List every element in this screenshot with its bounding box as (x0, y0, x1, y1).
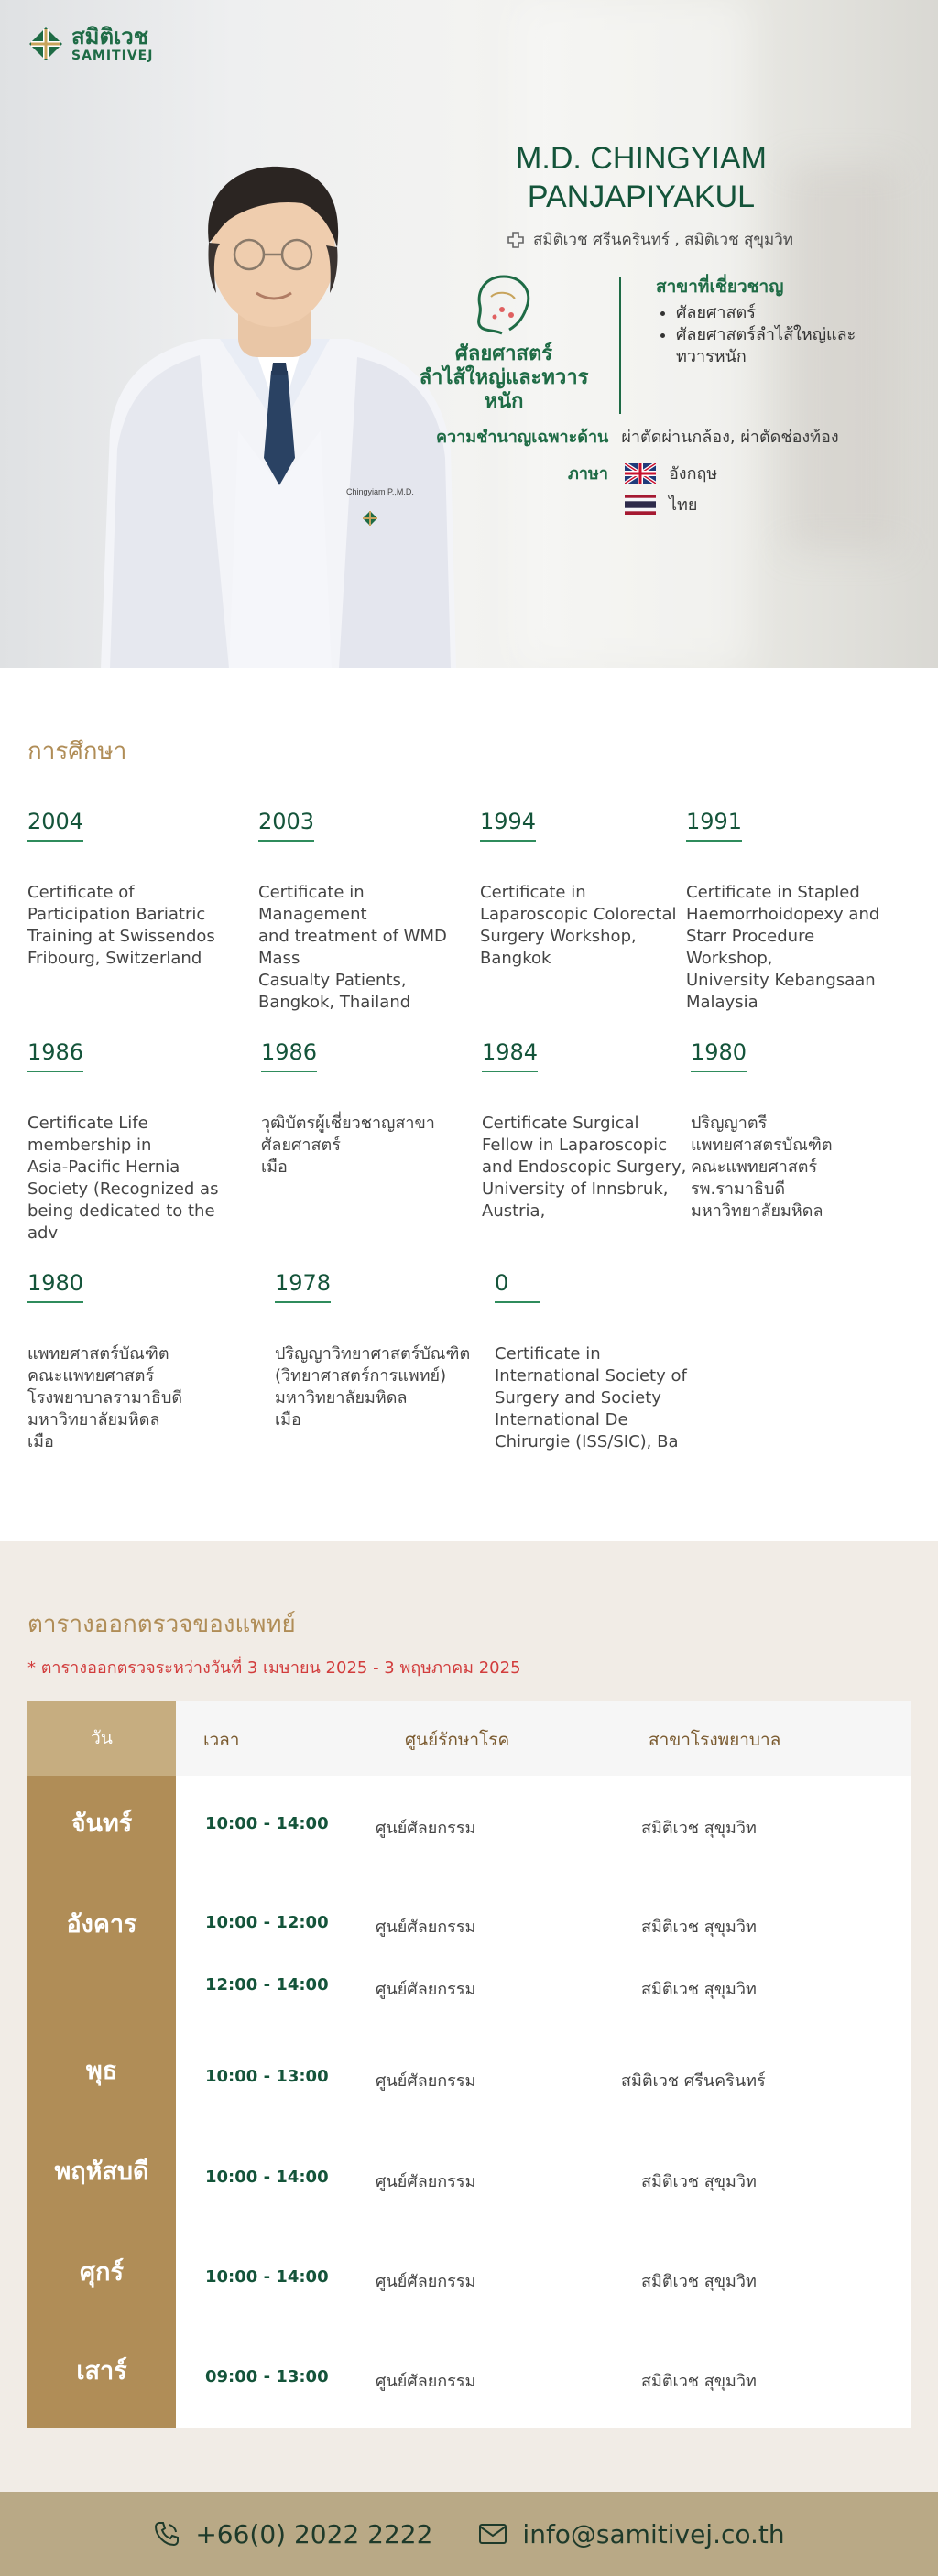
education-desc: Certificate in Laparoscopic Colorectal Surgery Workshop, Bangkok (480, 883, 677, 968)
schedule-row (176, 2267, 911, 2304)
subspecialty-text: ทวารหนัก (676, 347, 747, 366)
education-desc: แพทยศาสตร์บัณฑิต คณะแพทยศาสตร์ โรงพยาบาลรามาธิบดี มหาวิทยาลัยมหิดล เมือ (27, 1344, 183, 1451)
schedule-rows (54, 1776, 911, 2428)
education-year: 1986 (27, 1039, 83, 1072)
education-year: 0 (495, 1270, 540, 1303)
day-label: จันทร์ (71, 1810, 133, 1838)
schedule-row (176, 1913, 911, 1950)
coat-name-embroidery: Chingyiam P.,M.D. (346, 487, 414, 496)
row-branch: สมิติเวช สุขุมวิท (641, 2172, 757, 2191)
logo-english-text: SAMITIVEJ (71, 49, 154, 63)
phone-number: +66(0) 2022 2222 (195, 2518, 433, 2549)
expertise-row (436, 423, 839, 450)
language-name: ไทย (669, 495, 698, 515)
hospital-list (495, 227, 806, 252)
doctor-name-line1: M.D. CHINGYIAM (516, 141, 767, 176)
row-center: ศูนย์ศัลยกรรม (376, 2071, 476, 2091)
education-year: 2004 (27, 809, 83, 842)
education-item (495, 1270, 714, 1453)
education-item (258, 809, 478, 1014)
doctor-name (440, 139, 843, 216)
row-time: 09:00 - 13:00 (205, 2367, 329, 2386)
row-branch: สมิติเวช สุขุมวิท (641, 1918, 757, 1937)
expertise-label: ความชำนาญเฉพาะด้าน (436, 428, 609, 447)
row-time: 12:00 - 14:00 (205, 1975, 329, 1994)
day-label: พฤหัสบดี (54, 2158, 149, 2186)
schedule-title: ตารางออกตรวจของแพทย์ (27, 1611, 296, 1638)
header-time: เวลา (203, 1730, 240, 1750)
thai-flag-icon (625, 495, 656, 515)
subspecialty-text: ศัลยศาสตร์ลำไส้ใหญ่และ (676, 325, 856, 344)
education-desc: ปริญญาตรี แพทยศาสตรบัณฑิต คณะแพทยศาสตร์ รพ.รามาธิบดี มหาวิทยาลัยมหิดล (691, 1114, 833, 1221)
doctor-name-line2: PANJAPIYAKUL (527, 179, 756, 214)
row-time: 10:00 - 14:00 (205, 2267, 329, 2287)
specialty-block (403, 273, 879, 419)
education-year: 2003 (258, 809, 314, 842)
schedule-row (176, 2168, 911, 2204)
schedule-row (176, 1814, 911, 1851)
row-center: ศูนย์ศัลยกรรม (376, 2272, 476, 2291)
row-center: ศูนย์ศัลยกรรม (376, 1918, 476, 1937)
education-year: 1986 (261, 1039, 317, 1072)
header-branch: สาขาโรงพยาบาล (649, 1730, 781, 1750)
schedule-row (176, 1975, 911, 2012)
education-year: 1980 (27, 1270, 83, 1303)
row-time: 10:00 - 12:00 (205, 1913, 329, 1932)
row-branch: สมิติเวช ศรีนครินทร์ (621, 2071, 766, 2091)
education-item (27, 1039, 247, 1245)
day-label: พุธ (85, 2057, 118, 2085)
education-item (27, 1270, 247, 1453)
row-time: 10:00 - 14:00 (205, 1814, 329, 1833)
header-day: วัน (27, 1701, 176, 1776)
education-year: 1980 (691, 1039, 747, 1072)
specialty-line: หนัก (484, 390, 524, 413)
specialty-line: ศัลยศาสตร์ (454, 342, 553, 365)
language-english (625, 460, 808, 486)
schedule-table (27, 1701, 911, 2428)
schedule-day-column (27, 1776, 176, 2428)
phone-link[interactable] (153, 2519, 432, 2549)
doctor-hero (0, 0, 938, 668)
row-center: ศูนย์ศัลยกรรม (376, 2172, 476, 2191)
education-desc: Certificate in Management and treatment of WMD Mass Casualty Patients, Bangkok, Thailand (258, 883, 447, 1012)
specialty-title (403, 342, 605, 414)
education-item (275, 1270, 495, 1431)
education-item (482, 1039, 702, 1223)
subspecialty-item (676, 324, 885, 368)
education-desc: Certificate of Participation Bariatric Training at Swissendos Fribourg, Switzerland (27, 883, 215, 968)
education-item (691, 1039, 911, 1223)
contact-footer (0, 2492, 938, 2576)
specialty-divider (619, 277, 621, 414)
expertise-value: ผ่าตัดผ่านกล้อง, ผ่าตัดช่องท้อง (621, 428, 839, 447)
education-item (27, 809, 247, 970)
education-desc: Certificate in International Society of Surgery and Society International De Chirurgie (ISS/SIC), Ba (495, 1344, 687, 1451)
schedule-row (176, 2067, 911, 2103)
day-label: ศุกร์ (80, 2258, 124, 2287)
row-branch: สมิติเวช สุขุมวิท (641, 2372, 757, 2391)
row-time: 10:00 - 14:00 (205, 2168, 329, 2187)
education-item (261, 1039, 481, 1179)
row-branch: สมิติเวช สุขุมวิท (641, 1819, 757, 1838)
hospital-cross-icon (507, 232, 524, 248)
samitivej-logo[interactable] (27, 26, 153, 62)
schedule-note: * ตารางออกตรวจระหว่างวันที่ 3 เมษายน 2025 - 3 พฤษภาคม 2025 (27, 1658, 521, 1678)
email-link[interactable] (478, 2519, 784, 2549)
education-year: 1994 (480, 809, 536, 842)
row-center: ศูนย์ศัลยกรรม (376, 2372, 476, 2391)
education-grid (27, 809, 911, 1505)
education-item (686, 809, 906, 1014)
education-desc: วุฒิบัตรผู้เชี่ยวชาญสาขา ศัลยศาสตร์ เมือ (261, 1114, 435, 1177)
row-branch: สมิติเวช สุขุมวิท (641, 2272, 757, 2291)
colorectal-specialty-icon (467, 273, 540, 337)
education-desc: ปริญญาวิทยาศาสตร์บัณฑิต (วิทยาศาสตร์การแพทย์) มหาวิทยาลัยมหิดล เมือ (275, 1344, 471, 1429)
language-thai (625, 491, 808, 517)
day-label: เสาร์ (76, 2357, 127, 2386)
language-name: อังกฤษ (669, 464, 718, 484)
day-label: อังคาร (66, 1910, 137, 1939)
email-icon (478, 2523, 507, 2545)
schedule-header (27, 1701, 911, 1776)
uk-flag-icon (625, 463, 656, 484)
schedule-row (176, 2367, 911, 2404)
education-desc: Certificate Life membership in Asia-Pacific Hernia Society (Recognized as being dedicated to the adv (27, 1114, 219, 1243)
logo-thai-text: สมิติเวช (71, 24, 149, 49)
subspecialty-list (676, 302, 885, 368)
row-time: 10:00 - 13:00 (205, 2067, 329, 2086)
email-address: info@samitivej.co.th (522, 2518, 785, 2549)
education-year: 1984 (482, 1039, 538, 1072)
education-section (0, 668, 938, 1541)
specialty-line: ลำไส้ใหญ่และทวาร (419, 366, 589, 389)
education-item (480, 809, 700, 970)
row-branch: สมิติเวช สุขุมวิท (641, 1980, 757, 1999)
language-label: ภาษา (568, 464, 608, 484)
education-year: 1991 (686, 809, 742, 842)
header-center: ศูนย์รักษาโรค (405, 1730, 510, 1750)
education-desc: Certificate in Stapled Haemorrhoidopexy and Starr Procedure Workshop, University Kebangsaan Malaysia (686, 883, 880, 1012)
education-year: 1978 (275, 1270, 331, 1303)
education-desc: Certificate Surgical Fellow in Laparoscopic and Endoscopic Surgery, University of Innsbruk, Austria, (482, 1114, 687, 1221)
schedule-section (0, 1541, 938, 2492)
logo-icon (27, 26, 64, 62)
subspecialty-item: • ศัลยศาสตร์ (676, 302, 885, 324)
hospital-names: สมิติเวช ศรีนครินทร์ , สมิติเวช สุขุมวิท (532, 231, 793, 249)
row-center: ศูนย์ศัลยกรรม (376, 1819, 476, 1838)
row-center: ศูนย์ศัลยกรรม (376, 1980, 476, 1999)
subspecialty-title: สาขาที่เชี่ยวชาญ (656, 277, 784, 297)
phone-icon (153, 2520, 180, 2548)
education-title: การศึกษา (27, 738, 127, 766)
